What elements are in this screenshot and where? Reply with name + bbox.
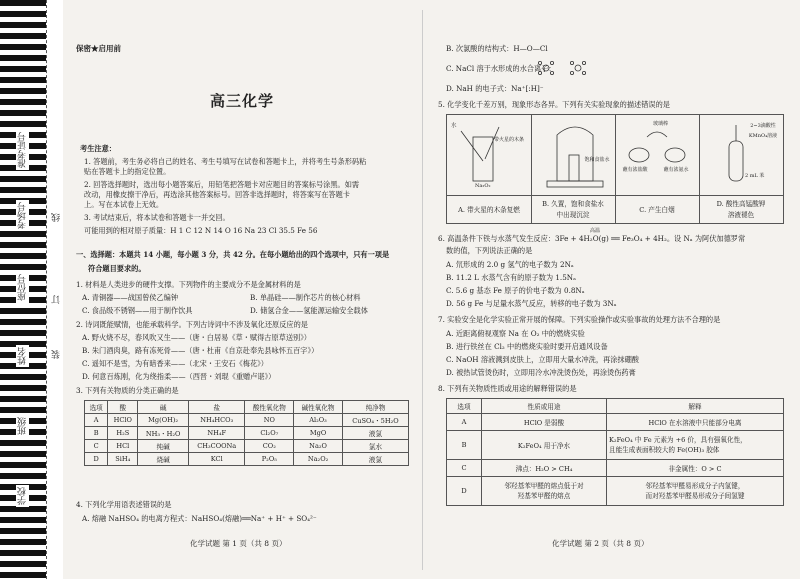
page-2 [432,0,792,579]
label-na2o2: Na₂O₂ [475,183,491,189]
table-cell: 酸性氧化物 [245,401,294,414]
table-cell: 解释 [607,399,784,414]
label-kmno4: 2~3滴酸性KMnO₄溶液 [748,123,778,139]
table-cell: HClO [108,414,138,427]
q2-option-a: A. 野火烧不尽，春风吹又生——（唐・白居易《草・赋得古原草送别》） [82,333,311,342]
notice-line: 改动，用橡皮擦干净后，再选涂其他答案标号。回答非选择题时，将答案写在答题卡 [84,190,350,199]
q4-option-a: A. 熔融 NaHSO₄ 的电离方程式：NaHSO₄(熔融)══Na⁺ + H⁺ + SO₄²⁻ [82,514,317,523]
label-nh3: 蘸有浓氨水 [663,167,689,173]
table-cell: 性质或用途 [482,399,607,414]
table-cell [607,477,784,506]
table-row [85,453,409,466]
table-cell: 纯净物 [342,401,408,414]
q7-option-b: B. 进行铁丝在 Cl₂ 中的燃烧实验时要开启通风设备 [446,342,608,351]
table-cell: NO [245,414,294,427]
q4-option-c: C. NaCl 溶于水形成的水合离子： [446,64,556,73]
table-cell: 碱 [138,401,189,414]
q5-caption-d2: 溶液褪色 [727,211,755,219]
table-row [447,431,784,460]
table-cell: Na₂O₂ [294,453,343,466]
table-cell: 碱性氧化物 [294,401,343,414]
label-2ml: 2 mL 苯 [745,173,765,179]
table-row [85,414,409,427]
binding-strip [0,0,62,579]
table-cell: 沸点：H₂O > CH₄ [482,460,607,477]
cell-line: 邻羟基苯甲醛的熔点低于对 [504,482,584,490]
q5-caption-c: C. 产生白烟 [639,206,675,214]
footer-page-1: 化学试题 第 1 页（共 8 页） [190,539,287,548]
apparatus-drawings [447,115,783,195]
cell-line: 且能生成表面积较大的 Fe(OH)₃ 胶体 [609,446,720,454]
q5-caption-b2: 中出现沉淀 [556,211,590,219]
table-cell: 选项 [447,399,482,414]
q5-caption-b1: B. 久置，饱和食盐水 [542,200,604,208]
table-cell: NH₃・H₂O [138,427,189,440]
table-cell: 液氯 [342,453,408,466]
page-divider [422,10,423,570]
q3-stem: 3. 下列有关物质的分类正确的是 [76,386,179,395]
table-cell: SiH₄ [108,453,138,466]
table-row [447,460,784,477]
q8-stem: 8. 下列有关物质性质或用途的解释错误的是 [438,384,577,393]
label-water: 水 [451,123,457,129]
q1-option-d: D. 储氢合金——氢能源运输安全载体 [250,306,368,315]
table-cell: NH₄F [189,427,245,440]
table-cell: Na₂O [294,440,343,453]
table-cell: Mg(OH)₂ [138,414,189,427]
table-cell: Al₂O₃ [294,414,343,427]
q7-stem: 7. 实验安全是化学实验正常开展的保障。下列实验操作或实验事故的处理方法不合理的是 [438,315,721,324]
table-cell: 非金属性：O > C [607,460,784,477]
q1-stem: 1. 材料是人类进步的硬件支撑。下列物件的主要成分不是金属材料的是 [76,280,301,289]
cell-line: K₂FeO₄ 中 Fe 元素为 +6 价，具有强氧化性， [609,436,747,444]
label-bj: 班级 [18,417,28,435]
q7-option-a: A. 近距离俯视观察 Na 在 O₂ 中的燃烧实验 [446,329,585,338]
table-row [85,427,409,440]
table-row [85,401,409,414]
q4-option-b: B. 次氯酸的结构式：H—O—Cl [446,44,548,53]
q6-option-a: A. 氘形成的 2.0 g 氢气的电子数为 2Nₐ [446,260,574,269]
label-xx: 学校 [18,487,28,505]
notice-line: 贴在答题卡上的指定位置。 [84,167,171,176]
label-stick: 带火星的木条 [493,137,524,143]
table-cell: 液氯 [342,427,408,440]
q5-stem: 5. 化学变化千差万别，现象形态各异。下列有关实验现象的描述错误的是 [438,100,670,109]
q6-stem-2: 数的值，下列说法正确的是 [446,246,533,255]
table-cell: B [85,427,108,440]
label-zkzh: 准考证号 [18,132,28,168]
header-tag: 保密★启用前 [76,44,121,53]
section-heading-2: 符合题目要求的。 [88,264,146,273]
cell-line: 邻羟基苯甲醛易形成分子内氢键， [645,482,745,490]
label-brine: 饱和食盐水 [584,157,610,163]
q6-stem-1: 6. 高温条件下铁与水蒸气发生反应：3Fe + 4H₂O(g) ══ Fe₃O₄ + 4H₂。设 Nₐ 为阿伏加德罗常 [438,234,746,243]
q3-table [84,400,409,466]
q4-option-d: D. NaH 的电子式：Na⁺[:H]⁻ [446,84,544,93]
footer-page-2: 化学试题 第 2 页（共 8 页） [552,539,649,548]
q1-option-a: A. 青铜器——战国曾侯乙编钟 [82,293,179,302]
table-cell: 烧碱 [138,453,189,466]
label-xm: 姓名 [18,347,28,365]
table-cell: A [447,414,482,431]
q5-caption-a: A. 带火星的木条复燃 [458,206,520,214]
table-cell: NH₄HCO₃ [189,414,245,427]
label-hcl: 蘸有浓盐酸 [622,167,648,173]
table-cell: 酸 [108,401,138,414]
notice-line: 上。写在本试卷上无效。 [84,200,164,209]
q2-option-b: B. 朱门酒肉臭，路有冻死骨——（唐・杜甫《自京赴奉先县咏怀五百字》） [82,346,319,355]
table-cell: D [85,453,108,466]
table-cell: CuSO₄・5H₂O [342,414,408,427]
q5-caption-d1: D. 酸性高锰酸钾 [716,200,766,208]
q1-option-b: B. 单晶硅——制作芯片的核心材料 [250,293,361,302]
table-cell: 纯碱 [138,440,189,453]
q2-option-d: D. 何意百炼刚，化为绕指柔——（西晋・刘琨《重赠卢谌》） [82,372,276,381]
section-heading: 一、选择题：本题共 14 小题，每小题 3 分，共 42 分。在每小题给出的四个选项中，只有一项是 [76,250,390,259]
table-cell: 氯水 [342,440,408,453]
table-cell: KCl [189,453,245,466]
table-row [447,477,784,506]
label-kch: 考场号 [18,202,28,229]
q6-condition: 高温 [590,228,601,234]
hydrated-ions-icon [536,58,596,78]
q4-stem: 4. 下列化学用语表述错误的是 [76,500,172,509]
divider [447,195,783,196]
table-cell: A [85,414,108,427]
table-cell: Cl₂O₇ [245,427,294,440]
mark-ding: 订 [52,295,62,304]
table-cell: CO₂ [245,440,294,453]
table-cell: HCl [108,440,138,453]
table-cell: B [447,431,482,460]
q2-option-c: C. 遥知不是雪，为有暗香来——（北宋・王安石《梅花》） [82,359,268,368]
q6-option-c: C. 5.6 g 基态 Fe 原子的价电子数为 0.8Nₐ [446,286,585,295]
table-cell: 选项 [85,401,108,414]
binding-line [46,0,63,579]
table-cell: C [447,460,482,477]
cell-line: 羟基苯甲醛的熔点 [517,492,571,500]
mark-xian: 线 [52,213,62,222]
q7-option-c: C. NaOH 溶液溅到皮肤上，立即用大量水冲洗，再涂抹硼酸 [446,355,639,364]
table-cell: CH₃COONa [189,440,245,453]
table-cell: P₂O₅ [245,453,294,466]
page-title: 高三化学 [210,92,275,110]
table-cell: H₂S [108,427,138,440]
table-cell: K₂FeO₄ 用于净水 [482,431,607,460]
table-cell [482,477,607,506]
mark-zhuang: 装 [52,350,62,359]
table-cell [607,431,784,460]
q6-option-b: B. 11.2 L 水蒸气含有的原子数为 1.5Nₐ [446,273,576,282]
table-cell: 盐 [189,401,245,414]
table-row [447,399,784,414]
q8-table [446,398,784,506]
cell-line: 而对羟基苯甲醛易形成分子间氢键 [645,492,745,500]
notice-line: 3. 考试结束后，将本试卷和答题卡一并交回。 [84,213,230,222]
label-rod: 玻璃棒 [653,121,669,127]
q1-option-c: C. 食品级不锈钢——用于制作饮具 [82,306,193,315]
q5-figure [446,114,784,224]
q7-option-d: D. 被热试管烫伤时，立即用冷水冲洗烫伤处，再涂烫伤药膏 [446,368,636,377]
table-row [85,440,409,453]
table-cell: MgO [294,427,343,440]
table-cell: HClO 在水溶液中只能部分电离 [607,414,784,431]
table-cell: D [447,477,482,506]
label-zwh: 座位号 [18,274,28,301]
table-cell: HClO 是弱酸 [482,414,607,431]
notice-heading: 考生注意： [80,144,116,153]
table-cell: C [85,440,108,453]
notice-line: 1. 答题前，考生务必将自己的姓名、考生号填写在试卷和答题卡上，并将考生号条形码粘 [84,157,367,166]
q2-stem: 2. 诗词既能赋情，也能承载科学。下列古诗词中不涉及氧化还原反应的是 [76,320,308,329]
table-row [447,414,784,431]
page-1 [70,0,415,579]
atomic-mass: 可能用到的相对原子质量：H 1 C 12 N 14 O 16 Na 23 Cl 35.5 Fe 56 [84,226,318,235]
q6-option-d: D. 56 g Fe 与足量水蒸气反应，转移的电子数为 3Nₐ [446,299,617,308]
notice-line: 2. 回答选择题时，选出每小题答案后，用铅笔把答题卡对应题目的答案标号涂黑。如需 [84,180,360,189]
